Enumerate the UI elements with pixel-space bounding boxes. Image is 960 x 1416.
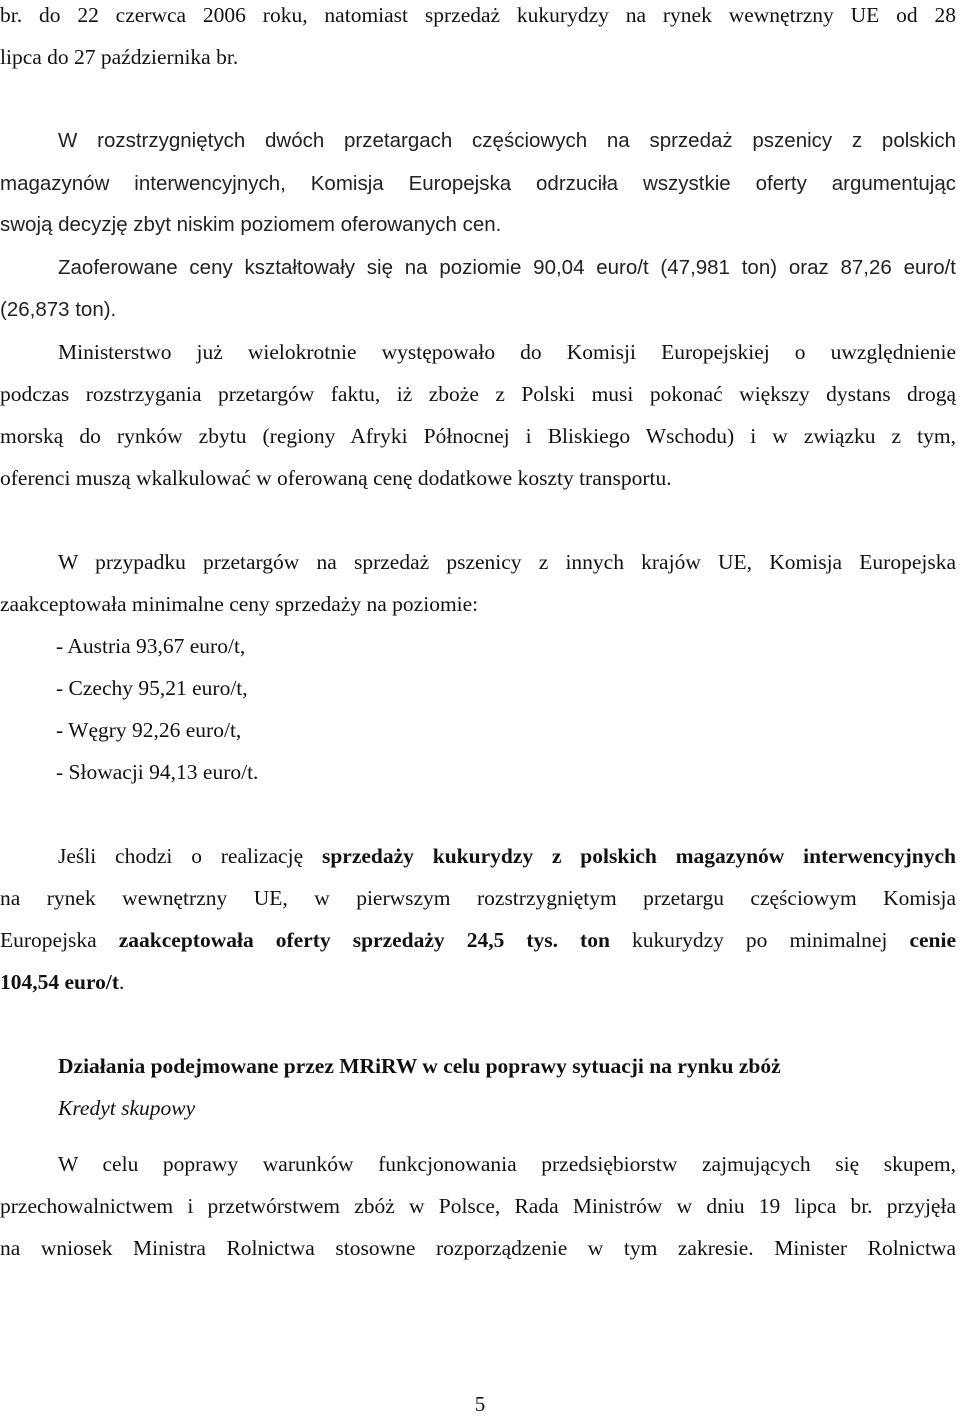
text-line: W przypadku przetargów na sprzedaż pszenicy z innych krajów UE, Komisja Europejska <box>58 550 956 574</box>
text-line: zaakceptowała minimalne ceny sprzedaży na poziomie: <box>0 592 479 616</box>
emphasis: 104,54 euro/t <box>0 970 120 994</box>
text-run: Jeśli chodzi o realizację <box>58 844 322 868</box>
text-line: lipca do 27 października br. <box>0 45 239 69</box>
text-line: swoją decyzję zbyt niskim poziomem oferowanych cen. <box>0 213 502 236</box>
text-line: magazynów interwencyjnych, Komisja Europejska odrzuciła wszystkie oferty argumentując <box>0 172 956 195</box>
text-line: morską do rynków zbytu (regiony Afryki Północnej i Bliskiego Wschodu) i w związku z tym, <box>0 424 956 448</box>
text-line: (26,873 ton). <box>0 298 117 321</box>
text-run: Europejska <box>0 928 119 952</box>
page-number: 5 <box>474 1392 486 1416</box>
text-line <box>0 927 956 953</box>
text-run: kukurydzy po minimalnej <box>609 928 910 952</box>
text-line: Zaoferowane ceny kształtowały się na poziomie 90,04 euro/t (47,981 ton) oraz 87,26 euro/t <box>58 256 956 279</box>
text-line: W rozstrzygniętych dwóch przetargach częściowych na sprzedaż pszenicy z polskich <box>58 129 956 152</box>
list-item: - Węgry 92,26 euro/t, <box>56 718 242 742</box>
text-line: Ministerstwo już wielokrotnie występowało do Komisji Europejskiej o uwzględnienie <box>58 340 956 364</box>
list-item: - Austria 93,67 euro/t, <box>56 634 246 658</box>
section-subheading: Kredyt skupowy <box>58 1096 196 1120</box>
list-item: - Słowacji 94,13 euro/t. <box>56 760 259 784</box>
emphasis: cenie <box>909 928 956 952</box>
text-line <box>58 843 956 869</box>
text-line: przechowalnictwem i przetwórstwem zbóż w Polsce, Rada Ministrów w dniu 19 lipca br. przyjęła <box>0 1194 956 1218</box>
list-item: - Czechy 95,21 euro/t, <box>56 676 248 700</box>
text-line <box>0 969 956 995</box>
text-line: na rynek wewnętrzny UE, w pierwszym rozstrzygniętym przetargu częściowym Komisja <box>0 886 956 910</box>
text-line: oferenci muszą wkalkulować w oferowaną cenę dodatkowe koszty transportu. <box>0 466 672 490</box>
text-line: W celu poprawy warunków funkcjonowania przedsiębiorstw zajmujących się skupem, <box>58 1152 956 1176</box>
text-line: podczas rozstrzygania przetargów faktu, iż zboże z Polski musi pokonać większy dystans drogą <box>0 382 956 406</box>
emphasis: sprzedaży kukurydzy z polskich magazynów interwencyjnych <box>321 844 956 868</box>
text-run: . <box>119 970 125 994</box>
text-line: br. do 22 czerwca 2006 roku, natomiast sprzedaż kukurydzy na rynek wewnętrzny UE od 28 <box>0 3 956 27</box>
emphasis: zaakceptowała oferty sprzedaży 24,5 tys. ton <box>118 928 610 952</box>
section-heading: Działania podejmowane przez MRiRW w celu poprawy sytuacji na rynku zbóż <box>58 1054 781 1078</box>
text-line: na wniosek Ministra Rolnictwa stosowne rozporządzenie w tym zakresie. Minister Rolnictwa <box>0 1236 956 1260</box>
